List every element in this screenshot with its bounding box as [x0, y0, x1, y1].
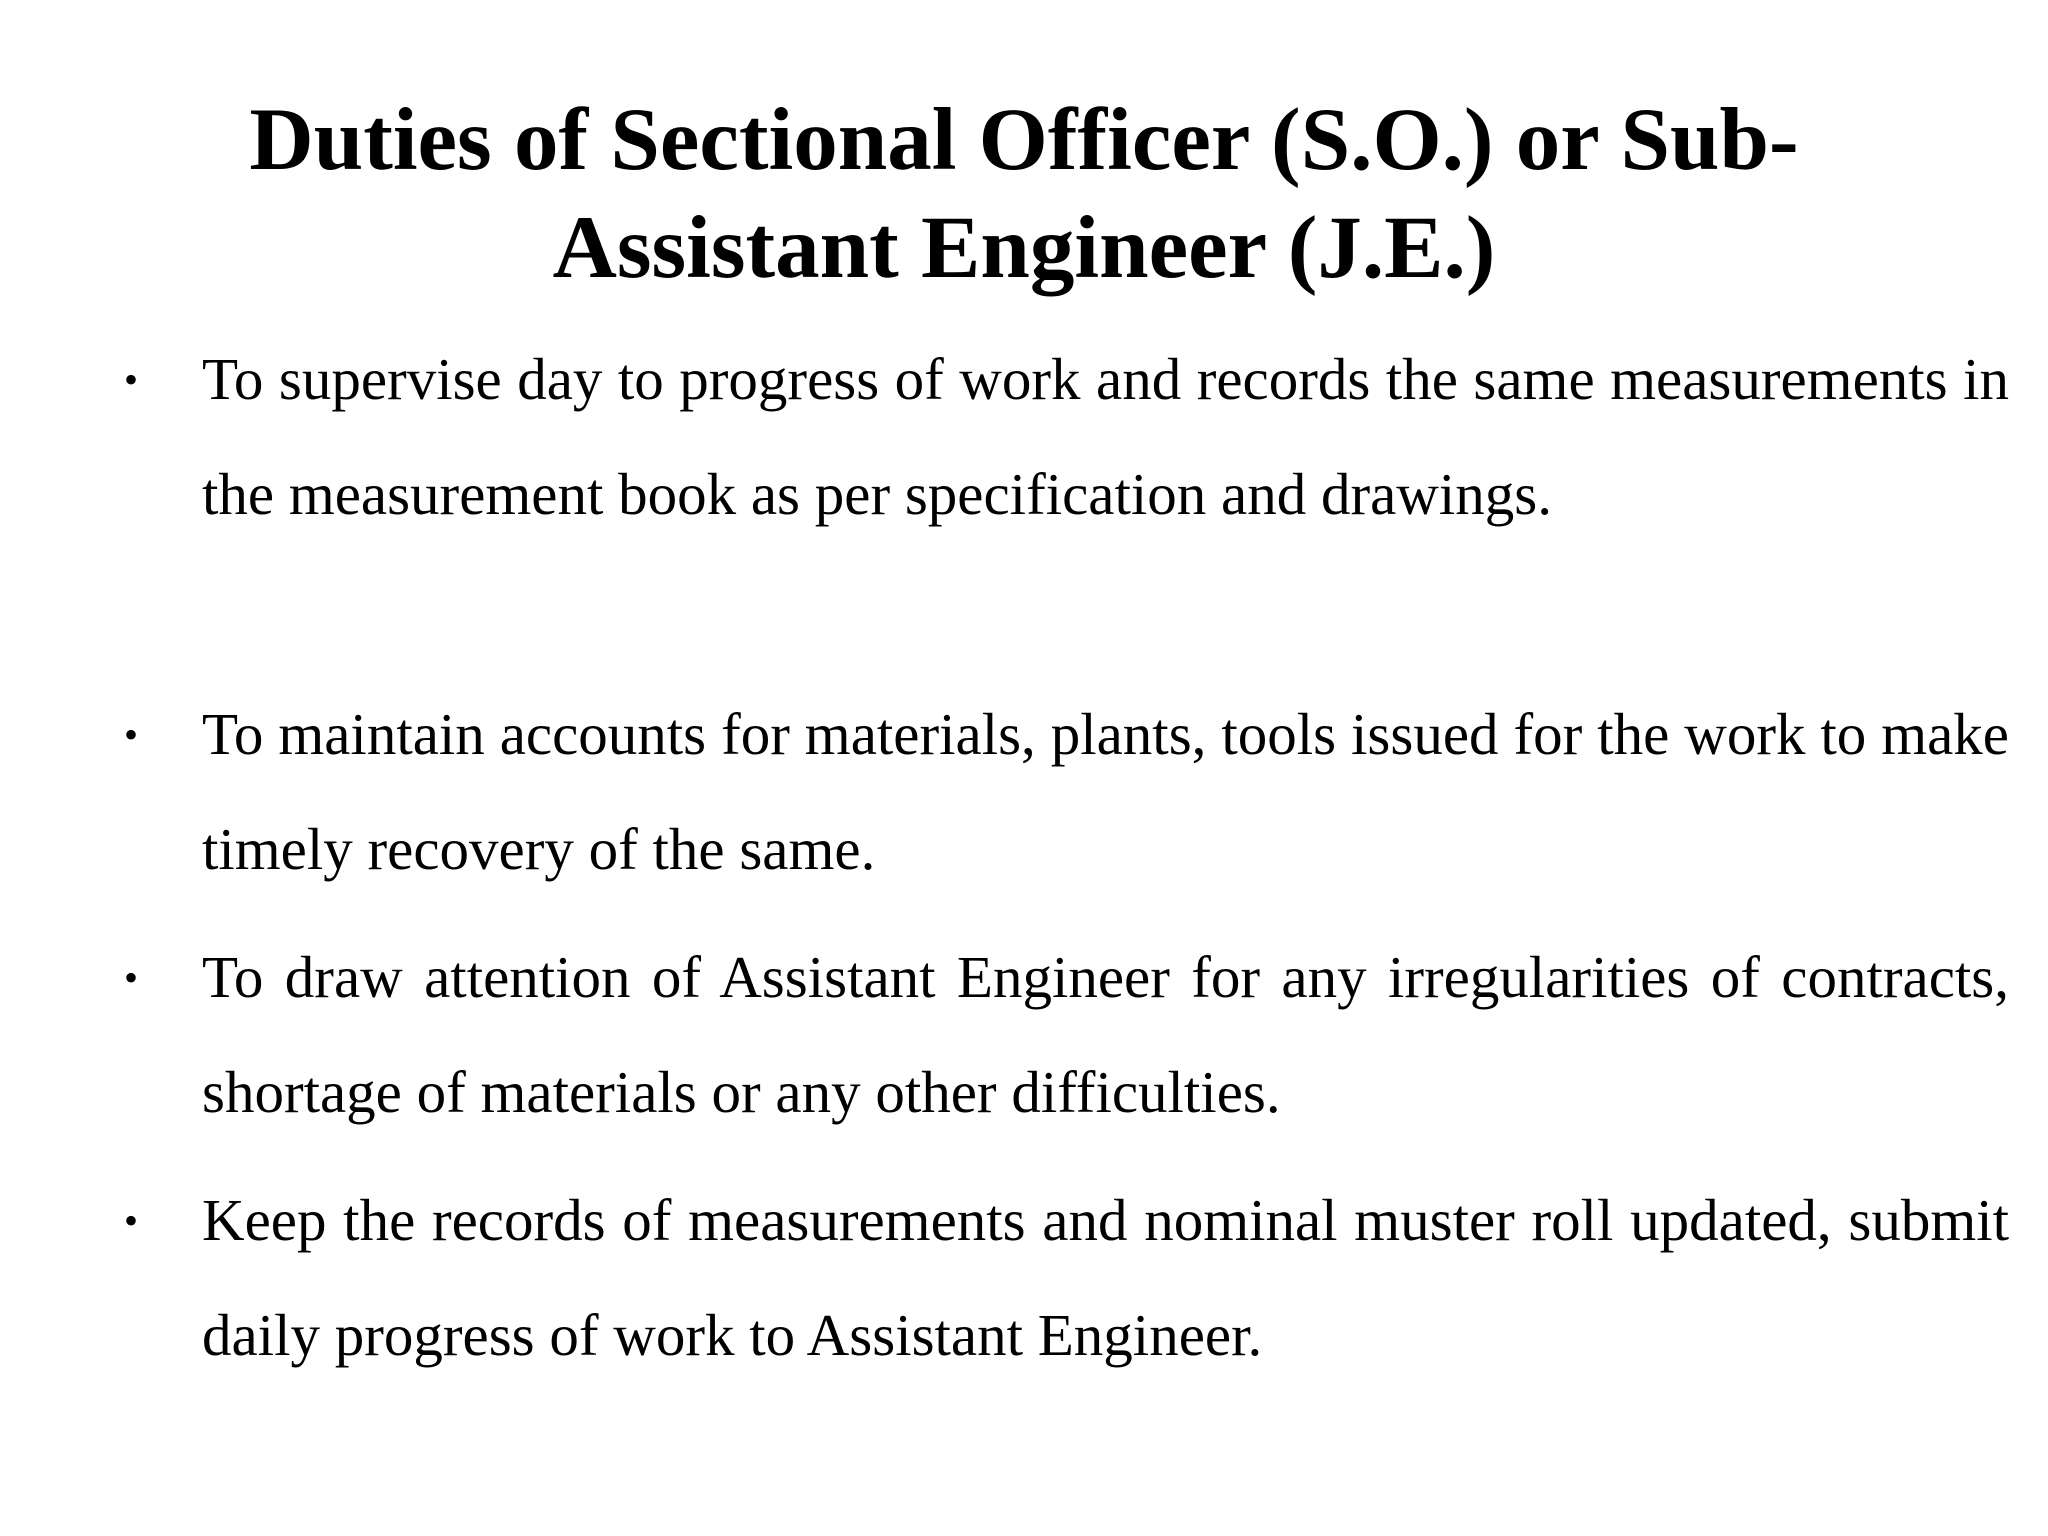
- bullet-dot-icon: •: [124, 1198, 139, 1243]
- bullet-text: To maintain accounts for materials, plants, tools issued for the work to make timely recovery of the same.: [202, 701, 2009, 882]
- bullet-text: To draw attention of Assistant Engineer for any irregularities of contracts, shortage of materials or any other difficulties.: [202, 944, 2009, 1125]
- bullet-text: Keep the records of measurements and nominal muster roll updated, submit daily progress of work to Assistant Engineer.: [202, 1187, 2009, 1368]
- bullet-dot-icon: •: [124, 712, 139, 757]
- slide-title-line-2: Assistant Engineer (J.E.): [552, 199, 1496, 297]
- slide-title-line-1: Duties of Sectional Officer (S.O.) or Sub-: [249, 91, 1799, 189]
- bullet-text: To supervise day to progress of work and records the same measurements in the measurement book as per specification and drawings.: [202, 346, 2009, 527]
- bullet-dot-icon: •: [124, 357, 139, 402]
- bullet-dot-icon: •: [124, 955, 139, 1000]
